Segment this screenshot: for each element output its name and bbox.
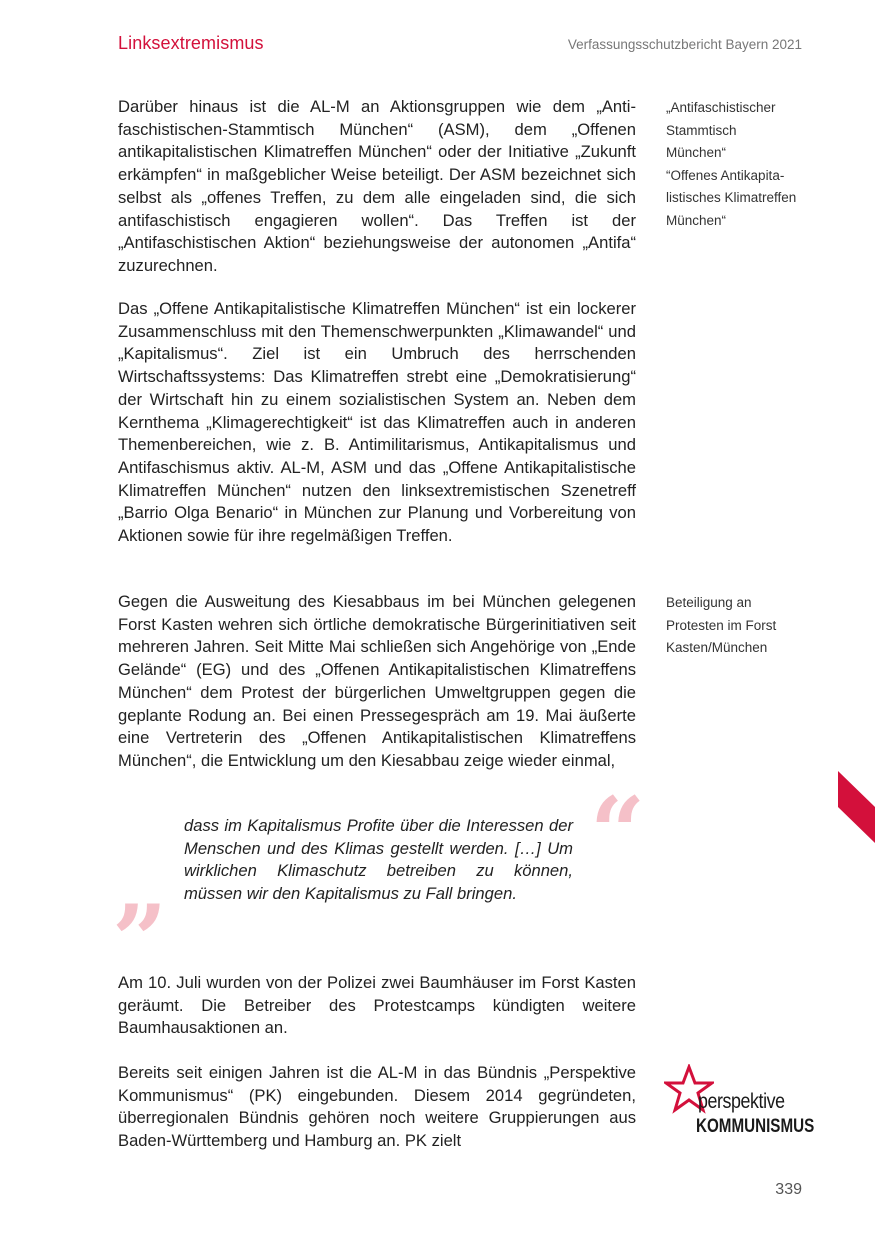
margin-note-line: Kasten/München <box>666 640 768 656</box>
margin-note-line: München“ <box>666 145 727 161</box>
margin-note-line: Beteiligung an <box>666 595 752 610</box>
margin-note-line: listisches Klimatreffen <box>666 190 797 206</box>
margin-note-line: „Antifaschistischer <box>666 100 776 115</box>
paragraph-text: Das „Offene Antikapitalistische Klimatreffen München“ ist ein lockerer Zusammenschluss mit den Themenschwerpunkten „Klimawandel“ und „Kapitalismus“. Ziel ist ein Umbruch des herrschenden Wirtschaftssystems: Das Klimatreffen strebt eine „Demokratisierung“ der Wirtschaft hin zu einem sozialistischen System an. Neben dem Kernthema „Klimagerechtigkeit“ ist das Klimatreffen auch in anderen Themenbereichen, wie z. B. Antimilitarismus, Antikapitalismus und Antifaschismus aktiv. AL-M, ASM und das „Offene Antikapitalistische Klimatreffen München“ nutzen den linksextremistischen Szenetreff „Barrio Olga Benario“ in München zur Planung und Vorbereitung von Aktionen sowie für ihre regelmäßigen Treffen. <box>118 299 636 546</box>
publication-title: Verfassungsschutzbericht Bayern 2021 <box>567 37 802 52</box>
chapter-tab-marker <box>838 771 875 843</box>
margin-note-line: Protesten im Forst <box>666 617 777 633</box>
margin-note-protests <box>666 592 816 660</box>
body-paragraph <box>118 298 636 548</box>
margin-note-line: “Offenes Antikapita- <box>666 167 785 183</box>
body-paragraph <box>118 972 636 1040</box>
paragraph-text: Darüber hinaus ist die AL-M an Aktionsgruppen wie dem „Antifaschistischen-Stammtisch München“ (ASM), dem „Offenen antikapitalistischen Klimatreffen München“ oder der Initiative „Zukunft erkämpfen“ in maßgeblicher Weise beteiligt. Der ASM bezeichnet sich selbst als „offenes Treffen, zu dem alle eingeladen sind, die sich antifaschistisch engagieren wollen“. Das Treffen ist der „Antifaschistischen Aktion“ beziehungsweise der autonomen „Antifa“ zuzurechnen. <box>118 97 636 275</box>
body-paragraph <box>118 591 636 773</box>
logo-word-kommunismus: KOMMUNISMUS <box>696 1116 815 1137</box>
section-title: Linksextremismus <box>118 33 264 53</box>
paragraph-text: Am 10. Juli wurden von der Polizei zwei Baumhäuser im Forst Kasten geräumt. Die Betreiber des Protestcamps kündigten weitere Baumhausaktionen an. <box>118 973 636 1038</box>
paragraph-text: Gegen die Ausweitung des Kiesabbaus im bei München gelegenen Forst Kasten wehren sich örtliche demokratische Bürgerinitiativen seit mehreren Jahren. Seit Mitte Mai schließen sich Angehörige von „Ende Gelände“ (EG) und des „Offenen Antikapitalistischen Klimatreffens München“ dem Protest der bürgerlichen Umweltgruppen gegen die geplante Rodung an. Bei einen Pressegespräch am 19. Mai äußerte eine Vertreterin des „Offenen Antikapitalistischen Klimatreffens München“, die Entwicklung um den Kiesabbau zeige wieder einmal, <box>118 592 636 770</box>
body-paragraph <box>118 1062 636 1153</box>
open-quote-icon: “ <box>590 776 646 889</box>
logo-word-perspektive: perspektive <box>698 1090 785 1113</box>
body-paragraph <box>118 96 636 278</box>
margin-note-groups <box>666 97 816 233</box>
margin-note-line: München“ <box>666 212 727 228</box>
margin-note-line: Stammtisch <box>666 122 737 138</box>
paragraph-text: Bereits seit einigen Jahren ist die AL-M in das Bündnis „Perspektive Kommunismus“ (PK) eingebunden. Diesem 2014 gegründeten, überregionalen Bündnis gehören noch weitere Gruppierungen aus Baden-Württemberg und Hamburg an. PK zielt <box>118 1063 636 1151</box>
page-number: 339 <box>775 1181 802 1198</box>
close-quote-icon: ” <box>112 884 168 997</box>
perspektive-kommunismus-logo <box>664 1064 814 1144</box>
block-quote: dass im Kapitalismus Profite über die Interessen der Menschen und des Klimas gestellt werden. […] Um wirklichen Klimaschutz betreiben zu können, müssen wir den Kapitalismus zu Fall bringen. <box>184 816 573 904</box>
